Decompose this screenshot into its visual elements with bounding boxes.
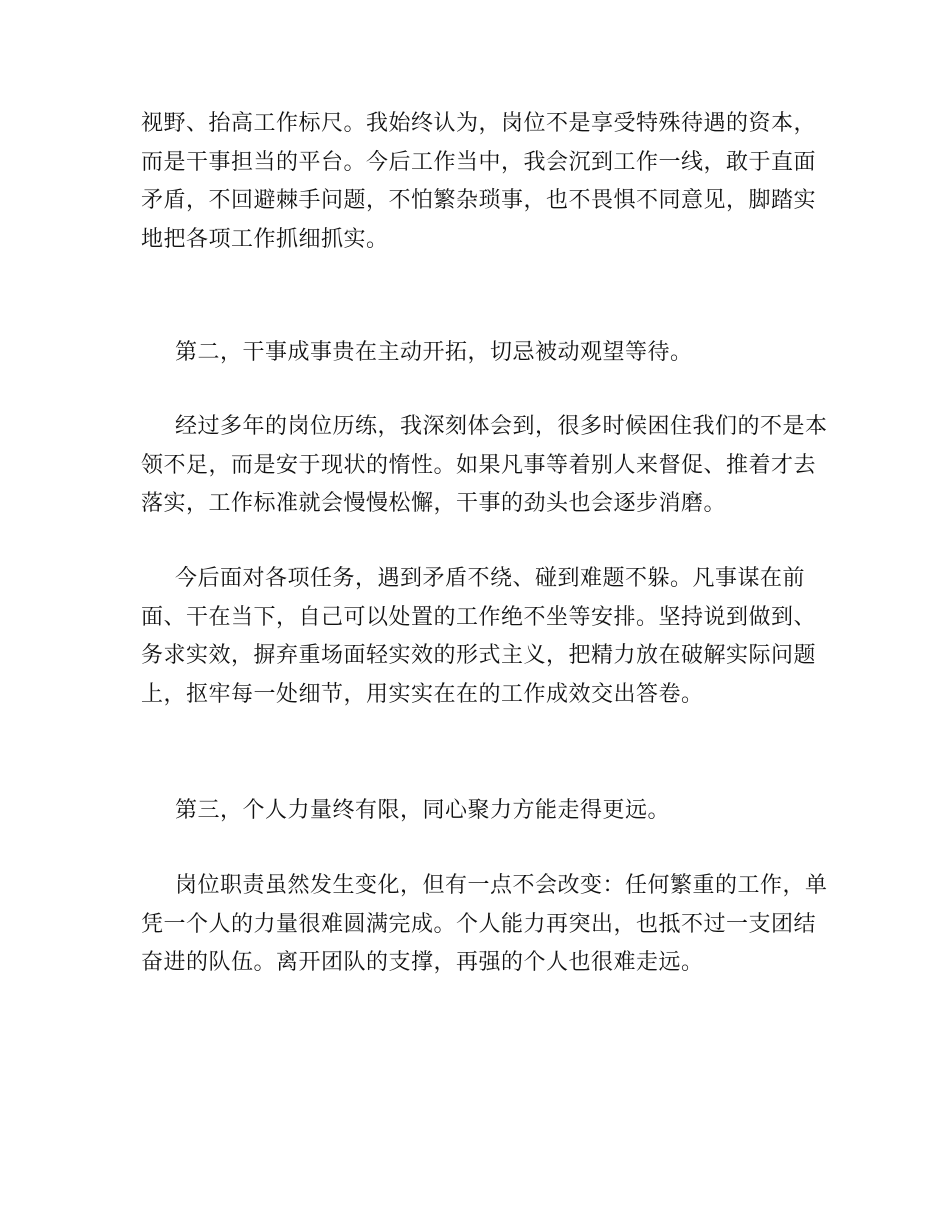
text-line: 岗位职责虽然发生变化，但有一点不会改变：任何繁重的工作，单 [175,873,828,898]
section-heading-third [141,792,809,831]
heading-line: 第三，个人力量终有限，同心聚力方能走得更远。 [175,798,671,823]
paragraph [141,867,828,983]
text-line: 矛盾，不回避棘手问题，不怕繁杂琐事，也不畏惧不同意见，脚踏实 [141,188,817,213]
text-line: 经过多年的岗位历练，我深刻体会到，很多时候困住我们的不是本 [175,414,828,439]
text-line: 今后面对各项任务，遇到矛盾不绕、碰到难题不躲。凡事谋在前 [175,566,806,591]
text-line: 奋进的队伍。离开团队的支撑，再强的个人也很难走远。 [141,950,704,975]
paragraph-continuation [141,105,817,259]
text-line: 落实，工作标准就会慢慢松懈，干事的劲头也会逐步消磨。 [141,491,727,516]
paragraph [141,408,828,524]
section-heading-second [141,334,809,373]
text-line: 凭一个人的力量很难圆满完成。个人能力再突出，也抵不过一支团结 [141,911,817,937]
text-line: 而是干事担当的平台。今后工作当中，我会沉到工作一线，敢于直面 [141,149,817,175]
text-line: 地把各项工作抓细抓实。 [141,226,389,252]
text-line: 领不足，而是安于现状的惰性。如果凡事等着别人来督促、推着才去 [141,452,817,478]
text-line: 上，抠牢每一处细节，用实实在在的工作成效交出答卷。 [141,681,704,707]
paragraph [141,560,817,714]
text-line: 视野、抬高工作标尺。我始终认为，岗位不是享受特殊待遇的资本， [141,111,817,136]
heading-line: 第二，干事成事贵在主动开拓，切忌被动观望等待。 [175,340,693,365]
text-line: 务求实效，摒弃重场面轻实效的形式主义，把精力放在破解实际问题 [141,643,817,668]
text-line: 面、干在当下，自己可以处置的工作绝不坐等安排。坚持说到做到、 [141,604,817,630]
